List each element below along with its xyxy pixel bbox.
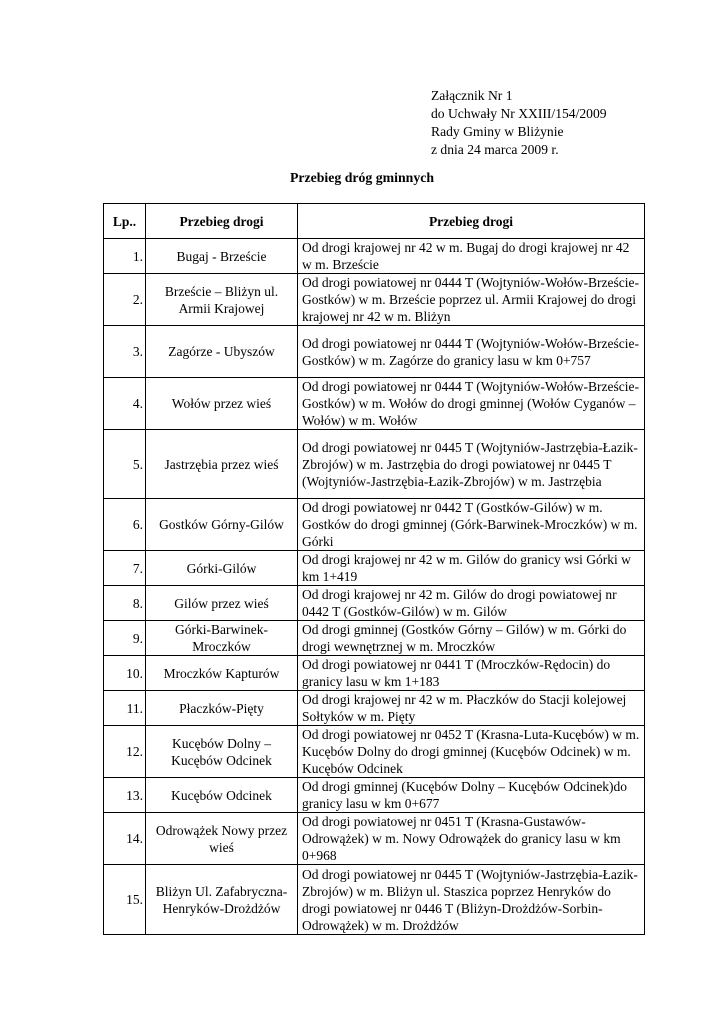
table-row <box>104 621 645 656</box>
date-line: z dnia 24 marca 2009 r. <box>431 142 559 157</box>
header-route-description: Przebieg drogi <box>298 204 645 239</box>
table-row <box>104 691 645 726</box>
row-number: 15. <box>104 865 146 935</box>
route-description: Od drogi powiatowej nr 0442 T (Gostków-Gilów) w m. Gostków do drogi gminnej (Górk-Barwinek-Mroczków) w m. Górki <box>298 499 645 551</box>
row-number: 9. <box>104 621 146 656</box>
table-row <box>104 326 645 378</box>
route-description: Od drogi krajowej nr 42 w m. Gilów do granicy wsi Górki w km 1+419 <box>298 551 645 586</box>
row-number: 13. <box>104 778 146 813</box>
row-number: 5. <box>104 430 146 499</box>
route-name: Mroczków Kapturów <box>146 656 298 691</box>
council-line: Rady Gminy w Bliżynie <box>431 124 564 139</box>
table-row <box>104 726 645 778</box>
route-name: Wołów przez wieś <box>146 378 298 430</box>
row-number: 7. <box>104 551 146 586</box>
row-number: 2. <box>104 274 146 326</box>
table-row <box>104 656 645 691</box>
route-name: Bugaj - Brzeście <box>146 239 298 274</box>
row-number: 12. <box>104 726 146 778</box>
route-description: Od drogi powiatowej nr 0445 T (Wojtyniów-Jastrzębia-Łazik-Zbrojów) w m. Jastrzębia do drogi powiatowej nr 0445 T (Wojtyniów-Jastrzębia-Łazik-Zbrojów) w m. Jastrzębia <box>298 430 645 499</box>
row-number: 11. <box>104 691 146 726</box>
table-row <box>104 865 645 935</box>
route-description: Od drogi powiatowej nr 0451 T (Krasna-Gustawów-Odrowążek) w m. Nowy Odrowążek do granicy lasu w km 0+968 <box>298 813 645 865</box>
route-description: Od drogi krajowej nr 42 m. Gilów do drogi powiatowej nr 0442 T (Gostków-Gilów) w m. Gilów <box>298 586 645 621</box>
route-description: Od drogi powiatowej nr 0452 T (Krasna-Luta-Kucębów) w m. Kucębów Dolny do drogi gminnej (Kucębów Odcinek) w m. Kucębów Odcinek <box>298 726 645 778</box>
route-name: Bliżyn Ul. Zafabryczna-Henryków-Drożdżów <box>146 865 298 935</box>
route-name: Jastrzębia przez wieś <box>146 430 298 499</box>
route-name: Płaczków-Pięty <box>146 691 298 726</box>
route-description: Od drogi krajowej nr 42 w m. Bugaj do drogi krajowej nr 42 w m. Brzeście <box>298 239 645 274</box>
route-name: Górki-Gilów <box>146 551 298 586</box>
route-description: Od drogi powiatowej nr 0441 T (Mroczków-Rędocin) do granicy lasu w km 1+183 <box>298 656 645 691</box>
route-description: Od drogi gminnej (Gostków Górny – Gilów) w m. Górki do drogi wewnętrznej w m. Mroczków <box>298 621 645 656</box>
table-row <box>104 239 645 274</box>
route-description: Od drogi powiatowej nr 0444 T (Wojtyniów-Wołów-Brzeście-Gostków) w m. Zagórze do granicy lasu w km 0+757 <box>298 326 645 378</box>
row-number: 3. <box>104 326 146 378</box>
row-number: 6. <box>104 499 146 551</box>
table-row <box>104 551 645 586</box>
row-number: 10. <box>104 656 146 691</box>
table-row <box>104 586 645 621</box>
header-lp: Lp.. <box>104 204 146 239</box>
route-description: Od drogi gminnej (Kucębów Dolny – Kucębów Odcinek)do granicy lasu w km 0+677 <box>298 778 645 813</box>
route-description: Od drogi powiatowej nr 0444 T (Wojtyniów-Wołów-Brzeście-Gostków) w m. Brzeście poprzez ul. Armii Krajowej do drogi krajowej nr 42 w m. Bliżyn <box>298 274 645 326</box>
table-header-row <box>104 204 645 239</box>
table-row <box>104 274 645 326</box>
route-description: Od drogi krajowej nr 42 w m. Płaczków do Stacji kolejowej Sołtyków w m. Pięty <box>298 691 645 726</box>
route-name: Kucębów Odcinek <box>146 778 298 813</box>
table-row <box>104 813 645 865</box>
row-number: 8. <box>104 586 146 621</box>
route-name: Górki-Barwinek-Mroczków <box>146 621 298 656</box>
row-number: 1. <box>104 239 146 274</box>
row-number: 14. <box>104 813 146 865</box>
resolution-number-line: do Uchwały Nr XXIII/154/2009 <box>431 106 607 121</box>
route-name: Gilów przez wieś <box>146 586 298 621</box>
route-name: Gostków Górny-Gilów <box>146 499 298 551</box>
route-name: Zagórze - Ubyszów <box>146 326 298 378</box>
attachment-line-1: Załącznik Nr 1 <box>431 88 513 103</box>
table-row <box>104 778 645 813</box>
route-name: Odrowążek Nowy przez wieś <box>146 813 298 865</box>
route-name: Kucębów Dolny – Kucębów Odcinek <box>146 726 298 778</box>
table-row <box>104 378 645 430</box>
document-title: Przebieg dróg gminnych <box>289 170 435 185</box>
route-description: Od drogi powiatowej nr 0445 T (Wojtyniów-Jastrzębia-Łazik-Zbrojów) w m. Bliżyn ul. Staszica poprzez Henryków do drogi powiatowej nr 0446 T (Bliżyn-Drożdżów-Sorbin-Odrowążek) w m. Drożdżów <box>298 865 645 935</box>
header-route-name: Przebieg drogi <box>146 204 298 239</box>
row-number: 4. <box>104 378 146 430</box>
route-description: Od drogi powiatowej nr 0444 T (Wojtyniów-Wołów-Brzeście-Gostków) w m. Wołów do drogi gminnej (Wołów Cyganów –Wołów) w m. Wołów <box>298 378 645 430</box>
route-name: Brzeście – Bliżyn ul. Armii Krajowej <box>146 274 298 326</box>
roads-table <box>103 203 645 935</box>
table-row <box>104 430 645 499</box>
attachment-header <box>431 87 607 159</box>
table-row <box>104 499 645 551</box>
